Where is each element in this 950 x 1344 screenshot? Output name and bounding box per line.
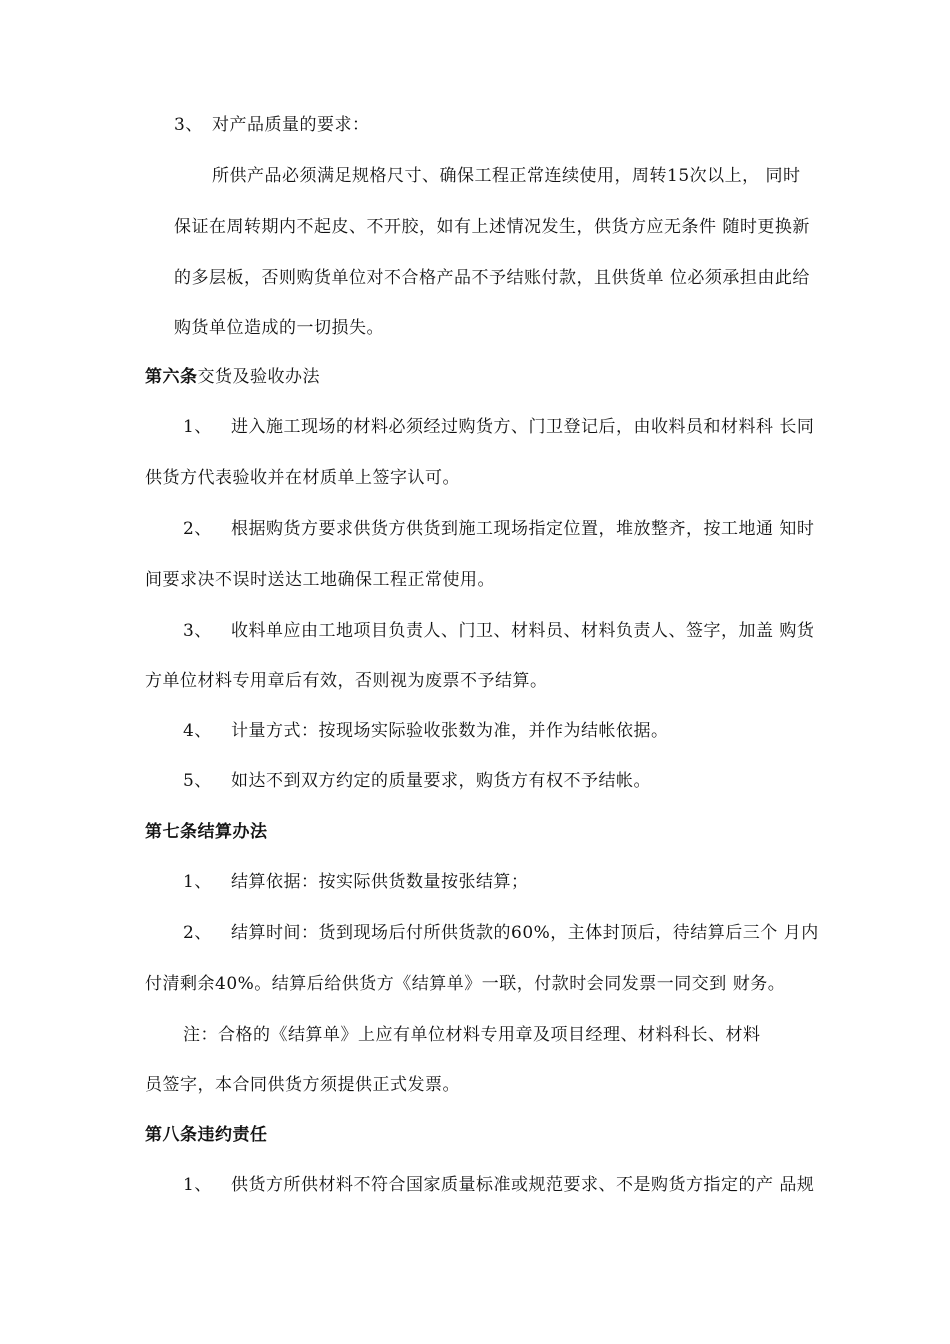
list-item-continuation: 供货方代表验收并在材质单上签字认可。 [145, 468, 460, 488]
article8-title: 第八条违约责任 [145, 1125, 268, 1145]
item-text: 供货方所供材料不符合国家质量标准或规范要求、不是购货方指定的产 品规 [231, 1175, 815, 1195]
article6-title [145, 366, 320, 388]
list-item-continuation: 付清剩余40%。结算后给供货方《结算单》一联，付款时会同发票一同交到 财务。 [145, 974, 786, 994]
list-item [183, 416, 814, 438]
item-number: 2、 [183, 923, 212, 943]
list-item [183, 770, 651, 792]
item-number: 1、 [183, 417, 212, 437]
item-number: 3、 [174, 115, 203, 135]
article7-title: 第七条结算办法 [145, 822, 268, 842]
note-line: 注：合格的《结算单》上应有单位材料专用章及项目经理、材料科长、材料 [183, 1025, 761, 1045]
item-number: 2、 [183, 519, 212, 539]
article6-title-bold: 第六条 [145, 367, 198, 387]
article6-title-rest: 交货及验收办法 [197, 367, 320, 387]
list-item-continuation: 间要求决不误时送达工地确保工程正常使用。 [145, 570, 495, 590]
item-text: 根据购货方要求供货方供货到施工现场指定位置，堆放整齐，按工地通 知时 [231, 519, 815, 539]
item-text: 结算时间：货到现场后付所供货款的60%，主体封顶后，待结算后三个 月内 [231, 923, 819, 943]
item-number: 5、 [183, 771, 212, 791]
item-number: 4、 [183, 721, 212, 741]
item-number: 1、 [183, 1175, 212, 1195]
item-text: 结算依据：按实际供货数量按张结算； [231, 872, 529, 892]
list-item [183, 922, 819, 944]
paragraph-line: 所供产品必须满足规格尺寸、确保工程正常连续使用，周转15次以上， 同时 [212, 166, 801, 186]
note-line: 员签字，本合同供货方须提供正式发票。 [145, 1075, 460, 1095]
quality-heading-text: 对产品质量的要求： [212, 115, 370, 135]
quality-heading [174, 114, 370, 136]
list-item-continuation: 方单位材料专用章后有效，否则视为废票不予结算。 [145, 671, 548, 691]
list-item [183, 871, 529, 893]
paragraph-line: 的多层板，否则购货单位对不合格产品不予结账付款，且供货单 位必须承担由此给 [174, 268, 810, 288]
list-item [183, 720, 669, 742]
item-text: 收料单应由工地项目负责人、门卫、材料员、材料负责人、签字，加盖 购货 [231, 621, 815, 641]
paragraph-line: 保证在周转期内不起皮、不开胶，如有上述情况发生，供货方应无条件 随时更换新 [174, 217, 810, 237]
item-text: 计量方式：按现场实际验收张数为准，并作为结帐依据。 [231, 721, 669, 741]
item-text: 进入施工现场的材料必须经过购货方、门卫登记后，由收料员和材料科 长同 [231, 417, 815, 437]
list-item [183, 620, 814, 642]
list-item [183, 518, 814, 540]
list-item [183, 1174, 814, 1196]
paragraph-line: 购货单位造成的一切损失。 [174, 318, 384, 338]
item-number: 3、 [183, 621, 212, 641]
item-text: 如达不到双方约定的质量要求，购货方有权不予结帐。 [231, 771, 651, 791]
item-number: 1、 [183, 872, 212, 892]
